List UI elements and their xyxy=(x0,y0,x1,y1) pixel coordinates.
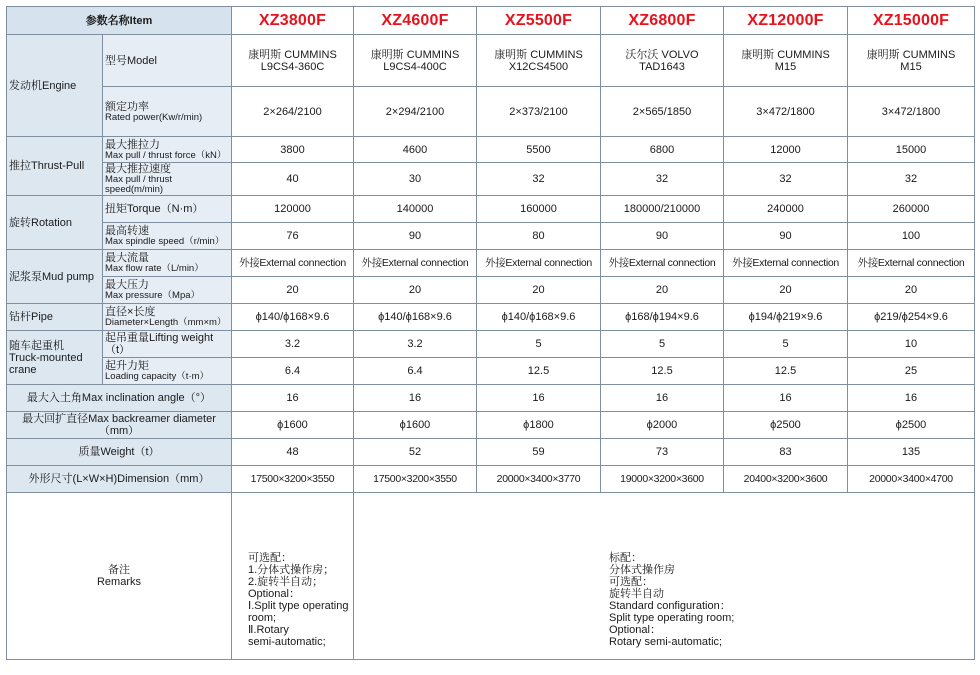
backreamer-cell: ϕ1600 xyxy=(354,412,477,439)
dimension-label: 外形尺寸(L×W×H)Dimension（mm） xyxy=(7,466,232,493)
mud-pump-group-label: 泥浆泵Mud pump xyxy=(7,250,103,304)
backreamer-cell: ϕ1600 xyxy=(232,412,354,439)
capacity-cell: 12.5 xyxy=(724,358,848,385)
remark-line: 旋转半自动 xyxy=(609,588,664,600)
rotation-torque-row xyxy=(7,196,975,223)
lift-cell: 10 xyxy=(848,331,975,358)
remark-line: 2.旋转半自动； xyxy=(248,576,324,588)
pipe-cell: ϕ168/ϕ194×9.6 xyxy=(601,304,724,331)
backreamer-cell: ϕ2500 xyxy=(848,412,975,439)
remark-line: Standard configuration： xyxy=(609,600,731,612)
engine-code: TAD1643 xyxy=(639,60,685,73)
pressure-cell: 20 xyxy=(477,277,601,304)
engine-brand: 康明斯 CUMMINS xyxy=(494,48,583,61)
model-header: XZ12000F xyxy=(724,7,848,35)
label-en: Max spindle speed（r/min） xyxy=(105,236,225,247)
thrust-force-cell: 12000 xyxy=(724,137,848,163)
engine-brand: 康明斯 CUMMINS xyxy=(248,48,337,61)
engine-brand: 康明斯 CUMMINS xyxy=(741,48,830,61)
torque-cell: 120000 xyxy=(232,196,354,223)
weight-cell: 135 xyxy=(848,439,975,466)
label-zh: 起升力矩 xyxy=(105,360,149,372)
thrust-speed-cell: 32 xyxy=(477,163,601,196)
remarks-first-note xyxy=(234,504,351,648)
spindle-label xyxy=(103,223,232,250)
capacity-label xyxy=(103,358,232,385)
torque-cell: 260000 xyxy=(848,196,975,223)
engine-code: M15 xyxy=(774,60,797,73)
thrust-force-cell: 4600 xyxy=(354,137,477,163)
weight-row xyxy=(7,439,975,466)
engine-code: L9CS4-360C xyxy=(260,60,325,73)
flow-cell: 外接External connection xyxy=(724,250,848,277)
power-cell: 2×264/2100 xyxy=(232,87,354,137)
spindle-cell: 90 xyxy=(601,223,724,250)
thrust-speed-row xyxy=(7,163,975,196)
power-cell: 2×565/1850 xyxy=(601,87,724,137)
thrust-force-label xyxy=(103,137,232,163)
pipe-cell: ϕ140/ϕ168×9.6 xyxy=(354,304,477,331)
flow-cell: 外接External connection xyxy=(601,250,724,277)
label-en: Truck-mounted crane xyxy=(9,351,83,376)
remark-line: Ⅰ.Split type operating xyxy=(248,600,349,612)
capacity-cell: 6.4 xyxy=(354,358,477,385)
remark-line: semi-automatic; xyxy=(248,636,326,648)
label-zh: 最大压力 xyxy=(105,279,149,291)
dimension-cell: 20000×3400×4700 xyxy=(848,466,975,493)
engine-code: X12CS4500 xyxy=(508,60,569,73)
torque-cell: 160000 xyxy=(477,196,601,223)
pipe-cell: ϕ219/ϕ254×9.6 xyxy=(848,304,975,331)
thrust-speed-label xyxy=(103,163,232,196)
remarks-first-cell xyxy=(232,493,354,660)
pipe-row xyxy=(7,304,975,331)
remark-line: 分体式操作房 xyxy=(609,564,675,576)
label-en: Model xyxy=(127,54,157,67)
spindle-cell: 80 xyxy=(477,223,601,250)
pipe-group-label: 钻杆Pipe xyxy=(7,304,103,331)
engine-model-cell xyxy=(601,35,724,87)
remark-line: 可选配： xyxy=(609,576,653,588)
label-zh: 型号 xyxy=(105,54,127,67)
remark-line: 标配： xyxy=(609,552,642,564)
remark-line: Ⅱ.Rotary xyxy=(248,624,289,636)
engine-power-row xyxy=(7,87,975,137)
lift-cell: 3.2 xyxy=(232,331,354,358)
capacity-cell: 12.5 xyxy=(601,358,724,385)
thrust-speed-cell: 32 xyxy=(601,163,724,196)
thrust-speed-cell: 30 xyxy=(354,163,477,196)
weight-cell: 59 xyxy=(477,439,601,466)
torque-cell: 140000 xyxy=(354,196,477,223)
inclination-cell: 16 xyxy=(848,385,975,412)
flow-cell: 外接External connection xyxy=(848,250,975,277)
torque-label xyxy=(103,196,232,223)
remark-line: Optional： xyxy=(609,624,661,636)
model-header: XZ3800F xyxy=(232,7,354,35)
lift-cell: 5 xyxy=(724,331,848,358)
model-header: XZ6800F xyxy=(601,7,724,35)
label-zh: 最大流量 xyxy=(105,252,149,264)
engine-model-cell xyxy=(232,35,354,87)
weight-cell: 52 xyxy=(354,439,477,466)
thrust-force-cell: 6800 xyxy=(601,137,724,163)
label-en: Torque（N·m） xyxy=(127,203,204,215)
spindle-cell: 100 xyxy=(848,223,975,250)
inclination-cell: 16 xyxy=(601,385,724,412)
power-cell: 2×294/2100 xyxy=(354,87,477,137)
model-header: XZ15000F xyxy=(848,7,975,35)
remark-line: room; xyxy=(248,612,277,624)
weight-cell: 83 xyxy=(724,439,848,466)
remarks-rest-note xyxy=(356,504,972,648)
pipe-cell: ϕ140/ϕ168×9.6 xyxy=(477,304,601,331)
engine-code: M15 xyxy=(900,60,922,73)
engine-model-cell xyxy=(724,35,848,87)
remark-line: Split type operating room; xyxy=(609,612,735,624)
pressure-cell: 20 xyxy=(354,277,477,304)
engine-model-label xyxy=(103,35,232,87)
label-en: Rated power(Kw/r/min) xyxy=(105,111,203,123)
spindle-cell: 90 xyxy=(724,223,848,250)
spindle-cell: 76 xyxy=(232,223,354,250)
backreamer-cell: ϕ2000 xyxy=(601,412,724,439)
remark-line: 可选配： xyxy=(248,552,292,564)
pipe-label xyxy=(103,304,232,331)
remarks-rest-cell xyxy=(354,493,975,660)
engine-model-cell xyxy=(477,35,601,87)
label-zh: 额定功率 xyxy=(105,100,149,113)
label-en: Max pull / thrust speed(m/min) xyxy=(105,174,173,195)
remarks-label xyxy=(7,493,232,660)
power-label xyxy=(103,87,232,137)
backreamer-row xyxy=(7,412,975,439)
remark-line: 1.分体式操作房； xyxy=(248,564,335,576)
lift-label: 起吊重量Lifting weight（t） xyxy=(103,331,232,358)
label-en: Loading capacity（t·m） xyxy=(105,371,210,382)
label-zh: 最大推拉力 xyxy=(105,138,160,151)
spindle-cell: 90 xyxy=(354,223,477,250)
thrust-force-cell: 3800 xyxy=(232,137,354,163)
power-cell: 3×472/1800 xyxy=(724,87,848,137)
backreamer-cell: ϕ1800 xyxy=(477,412,601,439)
thrust-force-cell: 15000 xyxy=(848,137,975,163)
engine-model-row xyxy=(7,35,975,87)
pipe-cell: ϕ140/ϕ168×9.6 xyxy=(232,304,354,331)
label-zh: 直径×长度 xyxy=(105,306,156,318)
dimension-cell: 20000×3400×3770 xyxy=(477,466,601,493)
pressure-cell: 20 xyxy=(848,277,975,304)
flow-cell: 外接External connection xyxy=(477,250,601,277)
label-zh: 随车起重机 xyxy=(9,339,64,352)
crane-lift-row xyxy=(7,331,975,358)
dimension-cell: 20400×3200×3600 xyxy=(724,466,848,493)
remark-line: Rotary semi-automatic; xyxy=(609,636,723,648)
engine-brand: 康明斯 CUMMINS xyxy=(370,48,460,61)
label-zh: 最大推拉速度 xyxy=(105,163,171,175)
lift-cell: 5 xyxy=(601,331,724,358)
engine-brand: 沃尔沃 VOLVO xyxy=(625,48,699,61)
torque-cell: 240000 xyxy=(724,196,848,223)
model-header: XZ4600F xyxy=(354,7,477,35)
thrust-group-label: 推拉Thrust-Pull xyxy=(7,137,103,196)
inclination-label: 最大入土角Max inclination angle（°） xyxy=(7,385,232,412)
weight-cell: 48 xyxy=(232,439,354,466)
thrust-speed-cell: 32 xyxy=(848,163,975,196)
capacity-cell: 6.4 xyxy=(232,358,354,385)
engine-group-label: 发动机Engine xyxy=(7,35,103,137)
weight-label: 质量Weight（t） xyxy=(7,439,232,466)
capacity-cell: 25 xyxy=(848,358,975,385)
model-header: XZ5500F xyxy=(477,7,601,35)
thrust-speed-cell: 40 xyxy=(232,163,354,196)
label-zh: 备注 xyxy=(108,564,130,576)
pressure-cell: 20 xyxy=(232,277,354,304)
flow-cell: 外接External connection xyxy=(354,250,477,277)
remark-line: Optional： xyxy=(248,588,300,600)
backreamer-cell: ϕ2500 xyxy=(724,412,848,439)
flow-label xyxy=(103,250,232,277)
inclination-cell: 16 xyxy=(477,385,601,412)
torque-cell: 180000/210000 xyxy=(601,196,724,223)
pressure-cell: 20 xyxy=(601,277,724,304)
lift-cell: 3.2 xyxy=(354,331,477,358)
dimension-cell: 17500×3200×3550 xyxy=(354,466,477,493)
spec-table xyxy=(6,6,975,660)
mud-flow-row xyxy=(7,250,975,277)
lift-cell: 5 xyxy=(477,331,601,358)
engine-model-cell xyxy=(848,35,975,87)
backreamer-label: 最大回扩直径Max backreamer diameter（mm） xyxy=(7,412,232,439)
capacity-cell: 12.5 xyxy=(477,358,601,385)
pipe-cell: ϕ194/ϕ219×9.6 xyxy=(724,304,848,331)
thrust-speed-cell: 32 xyxy=(724,163,848,196)
rotation-speed-row xyxy=(7,223,975,250)
flow-cell: 外接External connection xyxy=(232,250,354,277)
remarks-row xyxy=(7,493,975,660)
inclination-cell: 16 xyxy=(232,385,354,412)
engine-brand: 康明斯 CUMMINS xyxy=(866,48,956,61)
dimension-row xyxy=(7,466,975,493)
header-row xyxy=(7,7,975,35)
dimension-cell: 19000×3200×3600 xyxy=(601,466,724,493)
param-label: 参数名称Item xyxy=(7,7,232,35)
label-en: Diameter×Length（mm×m） xyxy=(105,317,227,328)
label-zh: 扭矩 xyxy=(105,203,127,215)
inclination-cell: 16 xyxy=(354,385,477,412)
label-en: Max flow rate（L/min） xyxy=(105,263,204,274)
label-en: Remarks xyxy=(96,576,141,588)
mud-pressure-row xyxy=(7,277,975,304)
engine-model-cell xyxy=(354,35,477,87)
engine-code: L9CS4-400C xyxy=(383,60,447,73)
label-en: Max pressure（Mpa） xyxy=(105,290,201,301)
crane-group-label xyxy=(7,331,103,385)
label-zh: 最高转速 xyxy=(105,225,149,237)
thrust-force-row xyxy=(7,137,975,163)
rotation-group-label: 旋转Rotation xyxy=(7,196,103,250)
label-en: Max pull / thrust force（kN） xyxy=(105,149,227,161)
pressure-cell: 20 xyxy=(724,277,848,304)
weight-cell: 73 xyxy=(601,439,724,466)
power-cell: 2×373/2100 xyxy=(477,87,601,137)
inclination-cell: 16 xyxy=(724,385,848,412)
pressure-label xyxy=(103,277,232,304)
crane-capacity-row xyxy=(7,358,975,385)
dimension-cell: 17500×3200×3550 xyxy=(232,466,354,493)
power-cell: 3×472/1800 xyxy=(848,87,975,137)
thrust-force-cell: 5500 xyxy=(477,137,601,163)
inclination-row xyxy=(7,385,975,412)
